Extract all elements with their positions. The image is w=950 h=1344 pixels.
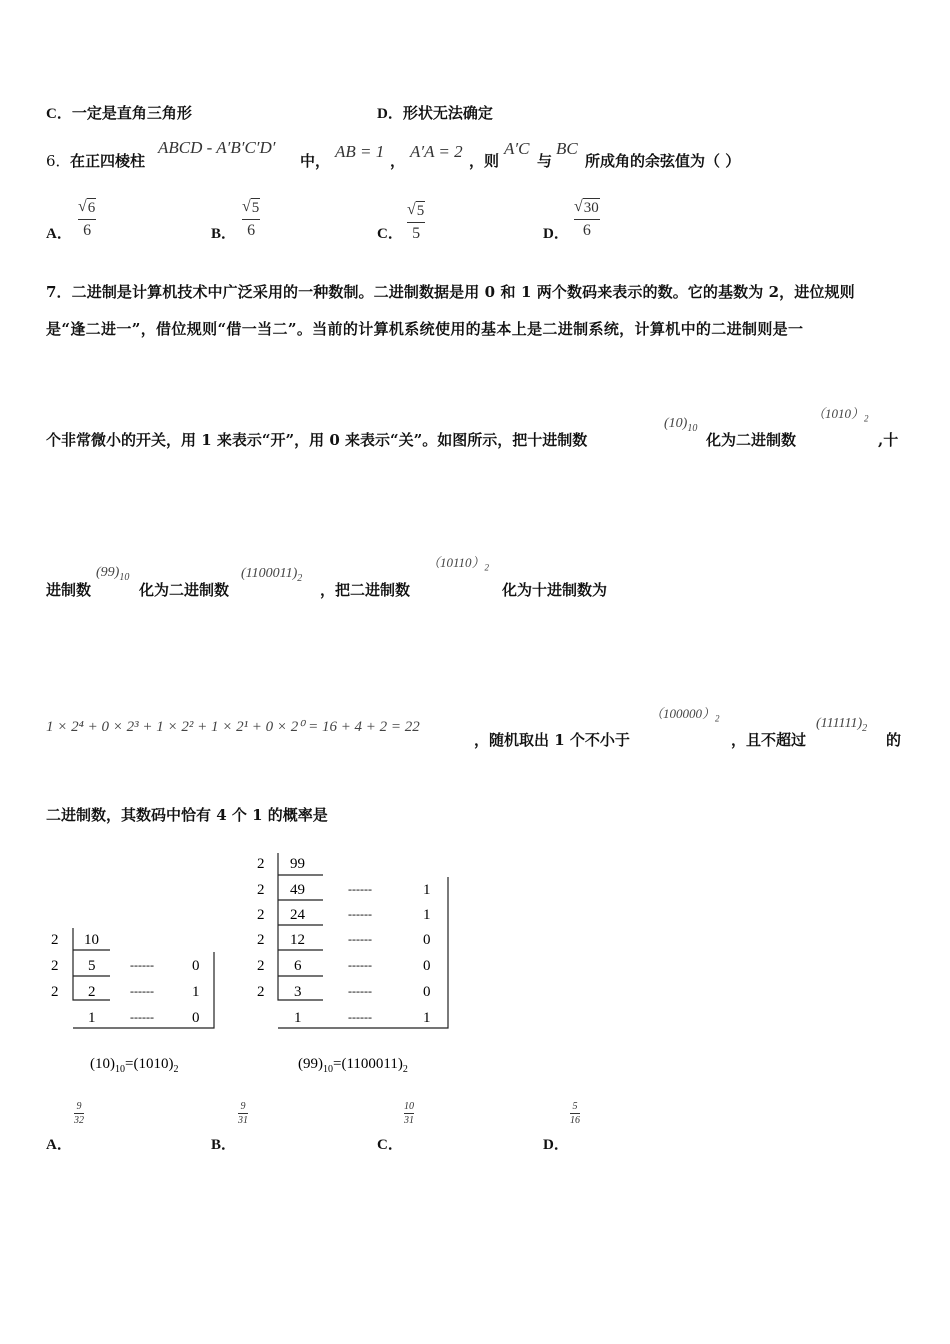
numerator: 10 <box>404 1101 414 1112</box>
divisor: 2 <box>51 984 59 1000</box>
math-main: (10) <box>664 416 688 431</box>
q7-math-10-dec <box>664 416 697 434</box>
remainder: 1 <box>423 907 431 923</box>
quotient: 2 <box>88 984 96 1000</box>
left-division <box>51 928 214 1075</box>
math-main: （100000） <box>650 706 716 721</box>
divisor: 2 <box>51 958 59 974</box>
numerator: 5 <box>572 1101 578 1112</box>
math-main: (111111) <box>816 716 863 731</box>
math-main: （1010） <box>812 406 865 421</box>
caption-sub: 2 <box>402 1064 408 1075</box>
q7-line-4a: 进制数 <box>46 581 92 599</box>
remainder: 1 <box>423 1010 431 1026</box>
remainder: 1 <box>423 882 431 898</box>
radicand: 5 <box>251 200 260 216</box>
denominator: 6 <box>582 222 591 239</box>
math-sub: 2 <box>297 572 303 584</box>
remainder: 0 <box>192 958 200 974</box>
dash: ------ <box>348 882 372 896</box>
prev-option-d <box>377 102 493 123</box>
q7-line-3b: 化为二进制数 <box>706 431 797 449</box>
dash: ------ <box>348 1010 372 1024</box>
dash: ------ <box>348 958 372 972</box>
division-figure <box>40 845 470 1085</box>
q6-option-b-label: B． <box>211 226 237 242</box>
quotient: 10 <box>84 932 99 948</box>
q6-number: 6． <box>46 152 71 170</box>
q7-line-1: 7．二进制是计算机技术中广泛采用的一种数制。二进制数据是用 0 和 1 两个数码来表示的数。它的基数为 2，进位规则 <box>46 283 855 301</box>
divisor: 2 <box>51 932 59 948</box>
q7-line-5b: ，且不超过 <box>731 731 807 749</box>
numerator: 9 <box>76 1101 82 1112</box>
q6-text-1: 在正四棱柱 <box>70 152 146 170</box>
denominator: 32 <box>74 1115 84 1126</box>
divisor: 2 <box>257 958 265 974</box>
quotient: 99 <box>290 856 305 872</box>
q6-text-6: 所成角的余弦值为（ ） <box>585 152 741 170</box>
caption <box>298 1056 408 1075</box>
math-main: (99) <box>96 565 120 580</box>
dash: ------ <box>348 932 372 946</box>
numerator: 9 <box>240 1101 246 1112</box>
denominator: 6 <box>247 222 256 239</box>
remainder: 0 <box>192 1010 200 1026</box>
q7-line-5a: ，随机取出 1 个不小于 <box>474 731 630 749</box>
math-sub: 2 <box>484 562 490 573</box>
option-label: D． <box>377 106 403 122</box>
denominator: 6 <box>83 222 92 239</box>
remainder: 0 <box>423 958 431 974</box>
denominator: 16 <box>570 1115 580 1126</box>
division-bracket <box>278 853 323 1000</box>
math-sub: 2 <box>864 413 869 424</box>
quotient: 6 <box>294 958 302 974</box>
q7-option-a-value <box>74 1101 84 1126</box>
math-main: (1100011) <box>241 566 298 581</box>
q6-option-a-value: √ 6 6 <box>78 198 96 239</box>
q7-option-c-label: C． <box>377 1137 403 1153</box>
q7-line-4d: 化为十进制数为 <box>502 581 608 599</box>
q6-text-3: ， <box>390 152 406 170</box>
q7-option-d-value <box>570 1101 580 1126</box>
dash: ------ <box>130 1010 154 1024</box>
q7-line-3a: 个非常微小的开关，用 1 来表示“开”，用 0 来表示“关”。如图所示，把十进制数 <box>46 431 588 449</box>
q6-math-ab: AB = 1 <box>335 142 385 161</box>
q7-line-2: 是“逢二进一”，借位规则“借一当二”。当前的计算机系统使用的基本上是二进制系统，计算机中的二进制则是一 <box>46 320 804 338</box>
dash: ------ <box>130 958 154 972</box>
caption-eq: =(1100011) <box>333 1056 403 1072</box>
q7-math-10110-bin <box>427 552 489 573</box>
math-sub: 2 <box>862 722 868 734</box>
q7-line-5c: 的 <box>886 731 902 749</box>
q6-math-prism: ABCD - A′B′C′D′ <box>158 138 276 157</box>
caption <box>90 1056 178 1075</box>
q7-math-99-dec <box>96 565 129 583</box>
q6-option-d-label: D． <box>543 226 569 242</box>
q7-line-4c: ，把二进制数 <box>320 581 411 599</box>
math-sub: 10 <box>119 571 130 583</box>
caption-sub: 2 <box>173 1064 179 1075</box>
q6-text-5: 与 <box>537 152 553 170</box>
quotient: 1 <box>88 1010 96 1026</box>
quotient: 12 <box>290 932 305 948</box>
math-sub: 10 <box>687 422 698 434</box>
q6-math-bc: BC <box>556 139 578 158</box>
q7-line-3c: ,十 <box>878 431 899 449</box>
q7-line-4b: 化为二进制数 <box>139 581 230 599</box>
radicand: 30 <box>583 200 599 216</box>
q6-text-2: 中， <box>300 152 331 170</box>
q6-text-4: ，则 <box>469 152 500 170</box>
quotient: 1 <box>294 1010 302 1026</box>
q7-line-6: 二进制数，其数码中恰有 4 个 1 的概率是 <box>46 806 328 824</box>
q6-option-b-value: √ 5 6 <box>242 198 260 239</box>
q7-option-a-label: A． <box>46 1137 72 1153</box>
caption-main: (99) <box>298 1056 323 1072</box>
q7-option-d-label: D． <box>543 1137 569 1153</box>
quotient: 24 <box>290 907 305 923</box>
q7-option-c-value <box>404 1101 414 1126</box>
divisor: 2 <box>257 882 265 898</box>
option-label: C． <box>46 106 72 122</box>
caption-sub: 10 <box>115 1064 125 1075</box>
q7-math-111111-bin <box>816 716 867 734</box>
divisor: 2 <box>257 856 265 872</box>
q6-math-aa: A′A = 2 <box>410 142 463 161</box>
right-division <box>257 853 448 1075</box>
quotient: 49 <box>290 882 305 898</box>
q7-option-b-value <box>238 1101 248 1126</box>
divisor: 2 <box>257 907 265 923</box>
dash: ------ <box>348 907 372 921</box>
caption-eq: =(1010) <box>125 1056 174 1072</box>
q7-math-1010-bin <box>812 403 869 424</box>
math-sub: 2 <box>715 713 720 724</box>
remainder: 0 <box>423 932 431 948</box>
quotient: 3 <box>294 984 302 1000</box>
option-text: 一定是直角三角形 <box>71 104 192 122</box>
prev-option-c <box>46 102 192 123</box>
option-text: 形状无法确定 <box>402 104 493 122</box>
denominator: 31 <box>238 1115 248 1126</box>
q6-option-a-label: A． <box>46 226 72 242</box>
q6-option-d-value: √ 30 6 <box>574 198 599 239</box>
q6-option-c-value: √ 5 5 <box>407 201 425 242</box>
denominator: 5 <box>412 225 421 242</box>
q7-option-b-label: B． <box>211 1137 237 1153</box>
q7-conversion-formula: 1 × 2⁴ + 0 × 2³ + 1 × 2² + 1 × 2¹ + 0 × 2⁰ = 16 + 4 + 2 = 22 <box>46 719 420 735</box>
dash: ------ <box>130 984 154 998</box>
q7-math-1100011-bin <box>241 566 302 584</box>
dash: ------ <box>348 984 372 998</box>
divisor: 2 <box>257 984 265 1000</box>
divisor: 2 <box>257 932 265 948</box>
q6-math-ac: A′C <box>504 139 530 158</box>
q7-math-100000-bin <box>650 703 720 724</box>
caption-sub: 10 <box>323 1064 333 1075</box>
quotient: 5 <box>88 958 96 974</box>
remainder: 0 <box>423 984 431 1000</box>
remainder: 1 <box>192 984 200 1000</box>
q6-option-c-label: C． <box>377 226 403 242</box>
radicand: 5 <box>416 203 425 219</box>
math-main: （10110） <box>427 555 485 570</box>
caption-main: (10) <box>90 1056 115 1072</box>
radicand: 6 <box>87 200 96 216</box>
denominator: 31 <box>404 1115 414 1126</box>
